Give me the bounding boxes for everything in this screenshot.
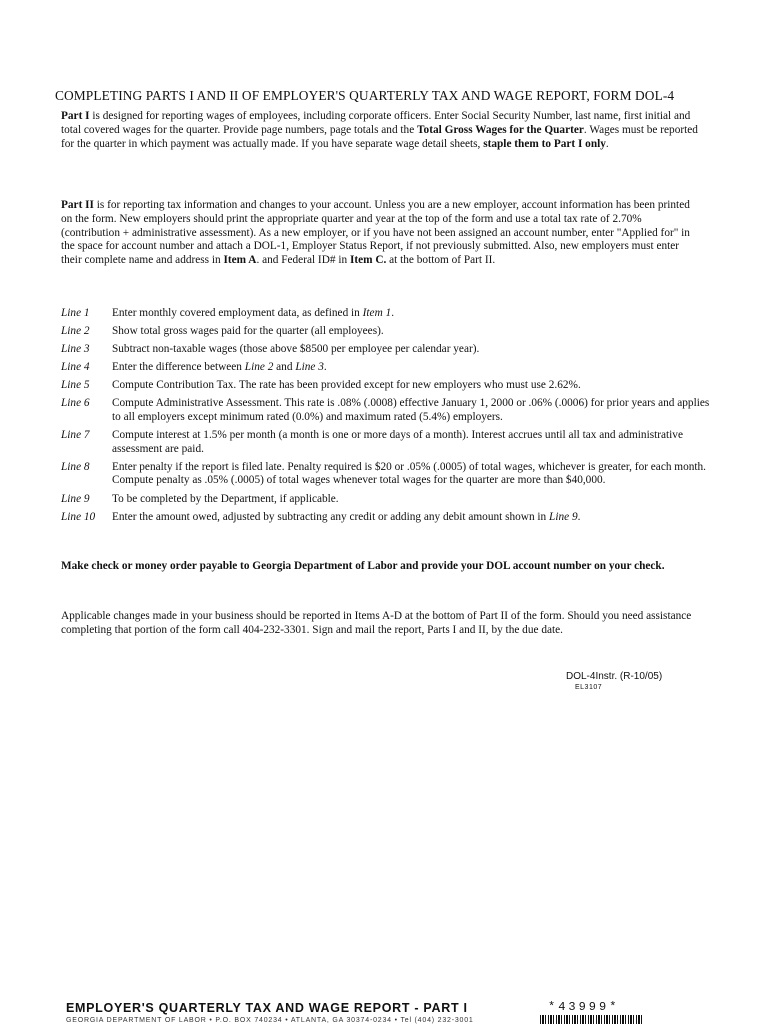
- line-number: Line 3: [61, 343, 90, 356]
- barcode-number: *43999*: [548, 1000, 620, 1014]
- line-text-end: .: [391, 307, 395, 319]
- line-text: Enter the difference between: [112, 361, 245, 374]
- line-reference: Line 3: [295, 361, 324, 374]
- line-description: Compute Administrative Assessment. This rate is .08% (.0008) effective January 1, 2000 or .06% (.0006) for prior years and applies to all employers except minimum rated (0.0%) and maximum rated (5.4%) employers.: [112, 397, 710, 424]
- line-number: Line 7: [61, 429, 90, 442]
- line-instructions-list: [61, 307, 711, 529]
- list-item: [61, 397, 711, 424]
- line-text-mid: and: [273, 361, 296, 374]
- part2-label: Part II: [61, 199, 94, 211]
- line-number: Line 4: [61, 361, 90, 374]
- list-item: [61, 325, 711, 339]
- list-item: [61, 307, 711, 321]
- list-item: [61, 461, 711, 488]
- part1-text-2: . Wages must be reported for the quarter in which payment was actually made. If you have separate wage detail sheets,: [61, 123, 698, 150]
- payment-note: Make check or money order payable to Georgia Department of Labor and provide your DOL account number on your check.: [61, 560, 665, 572]
- part2-paragraph: [61, 199, 701, 268]
- part2-bold-1: Item A: [223, 254, 257, 267]
- line-text: Enter the amount owed, adjusted by subtracting any credit or adding any debit amount shown in: [112, 510, 550, 523]
- line-number: Line 8: [61, 460, 90, 473]
- part2-bold-2: Item C.: [349, 254, 387, 267]
- footer-address: GEORGIA DEPARTMENT OF LABOR • P.O. BOX 740234 • ATLANTA, GA 30374-0234 • Tel (404) 232-3001: [66, 1017, 474, 1024]
- line-description: Compute interest at 1.5% per month (a month is one or more days of a month). Interest accrues until all tax and administrative assessment are paid.: [112, 429, 683, 455]
- line-number: Line 2: [61, 325, 90, 338]
- part1-label: Part I: [61, 110, 90, 122]
- list-item: [61, 511, 711, 525]
- line-number: Line 10: [61, 510, 96, 523]
- line-description: [112, 361, 711, 375]
- line-description: Show total gross wages paid for the quarter (all employees).: [112, 325, 384, 338]
- line-description: To be completed by the Department, if applicable.: [112, 492, 339, 505]
- line-text-end: .: [323, 361, 327, 374]
- line-description: [112, 307, 711, 321]
- part1-text-1: is designed for reporting wages of employees, including corporate officers. Enter Social Security Number, last name, first initial and total covered wages for the quarter. Provide page numbers, page totals and the: [61, 110, 691, 136]
- footer-form-title: EMPLOYER'S QUARTERLY TAX AND WAGE REPORT - PART I: [66, 1001, 468, 1015]
- part2-text-2: . and Federal ID# in: [256, 254, 350, 267]
- line-description: [112, 511, 711, 525]
- line-number: Line 6: [61, 397, 90, 410]
- page-title: COMPLETING PARTS I AND II OF EMPLOYER'S QUARTERLY TAX AND WAGE REPORT, FORM DOL-4: [55, 88, 675, 103]
- line-number: Line 9: [61, 492, 90, 505]
- barcode-graphic: [540, 1015, 644, 1024]
- part1-paragraph: [61, 110, 701, 151]
- line-text-end: .: [577, 510, 581, 523]
- line-number: Line 5: [61, 379, 90, 392]
- line-description: Subtract non-taxable wages (those above $8500 per employee per calendar year).: [112, 343, 480, 356]
- list-item: [61, 429, 711, 456]
- part2-text-3: at the bottom of Part II.: [386, 254, 496, 267]
- line-number: Line 1: [61, 307, 90, 319]
- list-item: [61, 361, 711, 375]
- changes-note: Applicable changes made in your business should be reported in Items A-D at the bottom of Part II of the form. Should you need assistance completing that portion of the form call 404-232-3301. Sign and mail the report, Parts I and II, by the due date.: [61, 610, 692, 636]
- part1-bold-2: staple them to Part I only: [483, 137, 606, 150]
- list-item: [61, 493, 711, 507]
- form-instruction-code: DOL-4Instr. (R-10/05): [566, 671, 663, 682]
- line-reference: Line 2: [244, 361, 274, 374]
- list-item: [61, 379, 711, 393]
- list-item: [61, 343, 711, 357]
- line-description: Compute Contribution Tax. The rate has been provided except for new employers who must use 2.62%.: [112, 379, 581, 392]
- line-reference: Line 9: [549, 510, 578, 523]
- form-sub-code: EL3107: [575, 684, 603, 691]
- part1-bold-1: Total Gross Wages for the Quarter: [417, 123, 584, 136]
- line-text: Enter monthly covered employment data, as defined in: [112, 307, 363, 319]
- part2-text-1: is for reporting tax information and changes to your account. Unless you are a new employer, account information has been printed on the form. New employers should print the appropriate quarter and year at the top of the form and use a total tax rate of 2.70% (contribution + administrative assessment). As a new employer, or if you have not been assigned an account number, enter "Applied for" in the space for account number and attach a DOL-1, Employer Status Report, if not previously submitted. Also, new employers must enter their complete name and address in: [61, 199, 690, 267]
- part1-text-3: .: [605, 137, 609, 150]
- line-description: Enter penalty if the report is filed late. Penalty required is $20 or .05% (.0005) of total wages, whichever is greater, for each month. Compute penalty as .05% (.0005) of total wages whenever total wages for the quarter are more than $40,000.: [112, 460, 707, 487]
- line-reference: Item 1: [362, 307, 392, 319]
